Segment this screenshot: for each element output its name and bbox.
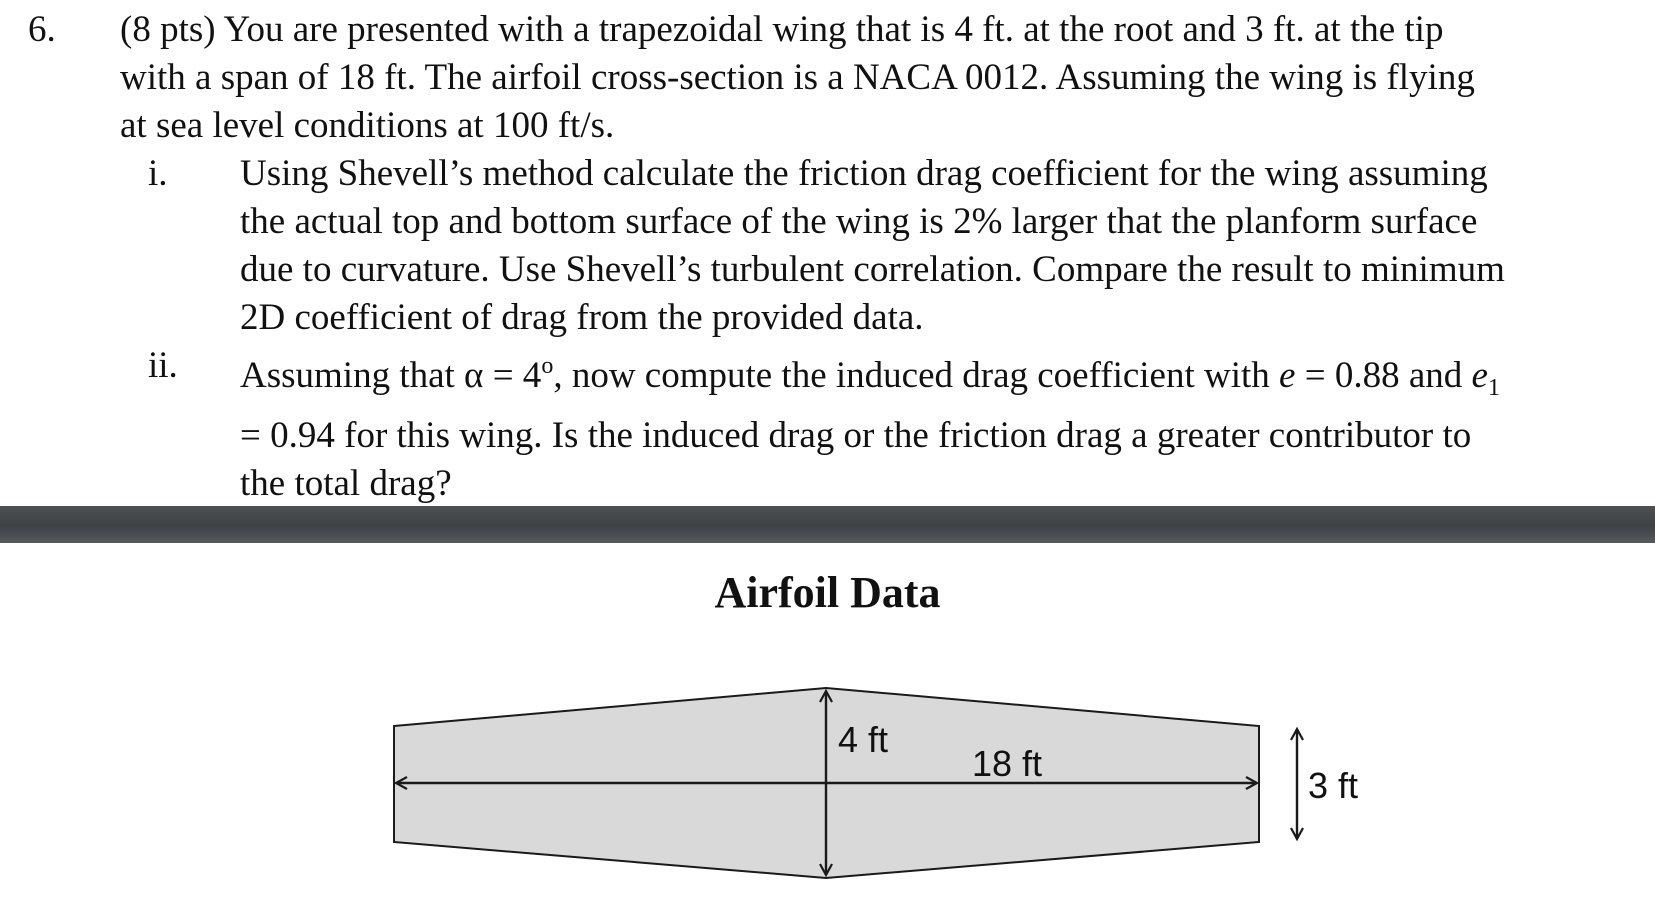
e-value: = 0.88 and xyxy=(1295,355,1472,396)
subpart-line: = 0.94 for this wing. Is the induced drag or the friction drag a greater contributor to xyxy=(240,415,1472,456)
subpart-line: Using Shevell’s method calculate the friction drag coefficient for the wing assuming xyxy=(240,153,1488,194)
problem-number: 6. xyxy=(28,9,56,50)
subpart-line: the actual top and bottom surface of the wing is 2% larger that the planform surface xyxy=(240,201,1478,242)
problem-line: with a span of 18 ft. The airfoil cross-section is a NACA 0012. Assuming the wing is flying xyxy=(120,57,1475,98)
span-label: 18 ft xyxy=(972,743,1043,784)
subpart-line: 2D coefficient of drag from the provided data. xyxy=(240,297,924,338)
subpart-marker: ii. xyxy=(148,345,178,386)
subpart-line: due to curvature. Use Shevell’s turbulent correlation. Compare the result to minimum xyxy=(240,249,1505,290)
induced-drag-text: , now compute the induced drag coefficient with xyxy=(553,355,1280,396)
section-divider xyxy=(0,506,1655,543)
problem-line: (8 pts) You are presented with a trapezoidal wing that is 4 ft. at the root and 3 ft. at the tip xyxy=(120,9,1444,50)
subpart-marker: i. xyxy=(148,153,168,194)
tip-chord-label: 3 ft xyxy=(1308,765,1359,806)
e1-symbol: e xyxy=(1471,355,1488,396)
degree-sign: o xyxy=(541,353,554,379)
e1-subscript: 1 xyxy=(1487,375,1500,401)
wing-planform-diagram xyxy=(0,543,1655,921)
root-chord-label: 4 ft xyxy=(838,719,889,760)
subpart-line xyxy=(240,342,1640,412)
alpha-text: Assuming that α = 4 xyxy=(240,355,542,396)
e-symbol: e xyxy=(1279,355,1296,396)
figure-title: Airfoil Data xyxy=(714,568,941,617)
problem-line: at sea level conditions at 100 ft/s. xyxy=(120,105,615,146)
subpart-line: the total drag? xyxy=(240,463,452,504)
airfoil-figure xyxy=(0,543,1655,921)
subpart-text xyxy=(240,342,1640,508)
subpart-text xyxy=(240,150,1640,342)
problem-text xyxy=(120,6,1630,150)
